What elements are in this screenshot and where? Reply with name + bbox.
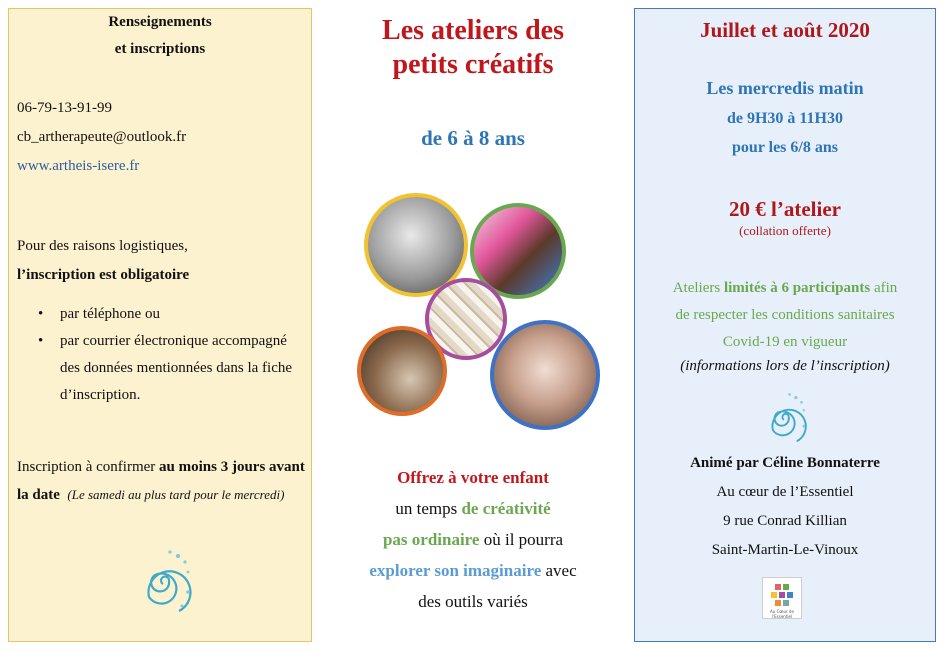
confirm-text: Inscription à confirmer au moins 3 jours avant la date (Le samedi au plus tard pour le mercredi) bbox=[17, 459, 305, 503]
collation-text: (collation offerte) bbox=[739, 223, 831, 238]
offer-text: Offrez à votre enfant un temps de créativité pas ordinaire où il pourra explorer son imaginaire avec des outils variés bbox=[369, 468, 577, 611]
phone-number: 06-79-13-91-99 bbox=[17, 100, 112, 116]
info-note: (informations lors de l’inscription) bbox=[680, 358, 890, 374]
inscription-methods bbox=[38, 301, 298, 409]
reason-text: Pour des raisons logistiques, bbox=[17, 238, 188, 254]
animator-text: Animé par Céline Bonnaterre bbox=[690, 455, 880, 471]
street-address: 9 rue Conrad Killian bbox=[723, 513, 847, 529]
period-title: Juillet et août 2020 bbox=[700, 18, 870, 42]
website-link[interactable]: www.artheis-isere.fr bbox=[17, 158, 140, 174]
list-item: • par téléphone ou bbox=[38, 301, 298, 328]
day-text: Les mercredis matin bbox=[706, 78, 864, 98]
price-text: 20 € l’atelier bbox=[729, 197, 841, 221]
photo-child-crafting bbox=[357, 326, 447, 416]
mandatory-text: l’inscription est obligatoire bbox=[17, 267, 190, 283]
age-range: de 6 à 8 ans bbox=[421, 126, 525, 150]
city-address: Saint-Martin-Le-Vinoux bbox=[711, 542, 859, 558]
partner-logo-icon: Au Cœur de l'Essentiel bbox=[762, 577, 802, 619]
main-title: Les ateliers des petits créatifs bbox=[382, 15, 564, 80]
photo-hands-clay bbox=[490, 320, 600, 430]
list-item: • par courrier électronique accompagné des données mentionnées dans la fiche d’inscription. bbox=[38, 328, 298, 409]
email-address[interactable]: cb_artherapeute@outlook.fr bbox=[17, 129, 187, 145]
place-name: Au cœur de l’Essentiel bbox=[716, 484, 854, 500]
time-text: de 9H30 à 11H30 bbox=[726, 110, 843, 127]
spiral-logo-icon bbox=[755, 388, 813, 450]
info-heading: Renseignements et inscriptions bbox=[108, 14, 212, 57]
for-age-text: pour les 6/8 ans bbox=[732, 139, 838, 156]
spiral-logo-icon bbox=[130, 544, 196, 622]
limit-text: Ateliers limités à 6 participants afin de respecter les conditions sanitaires Covid-19 en vigueur bbox=[672, 280, 898, 350]
